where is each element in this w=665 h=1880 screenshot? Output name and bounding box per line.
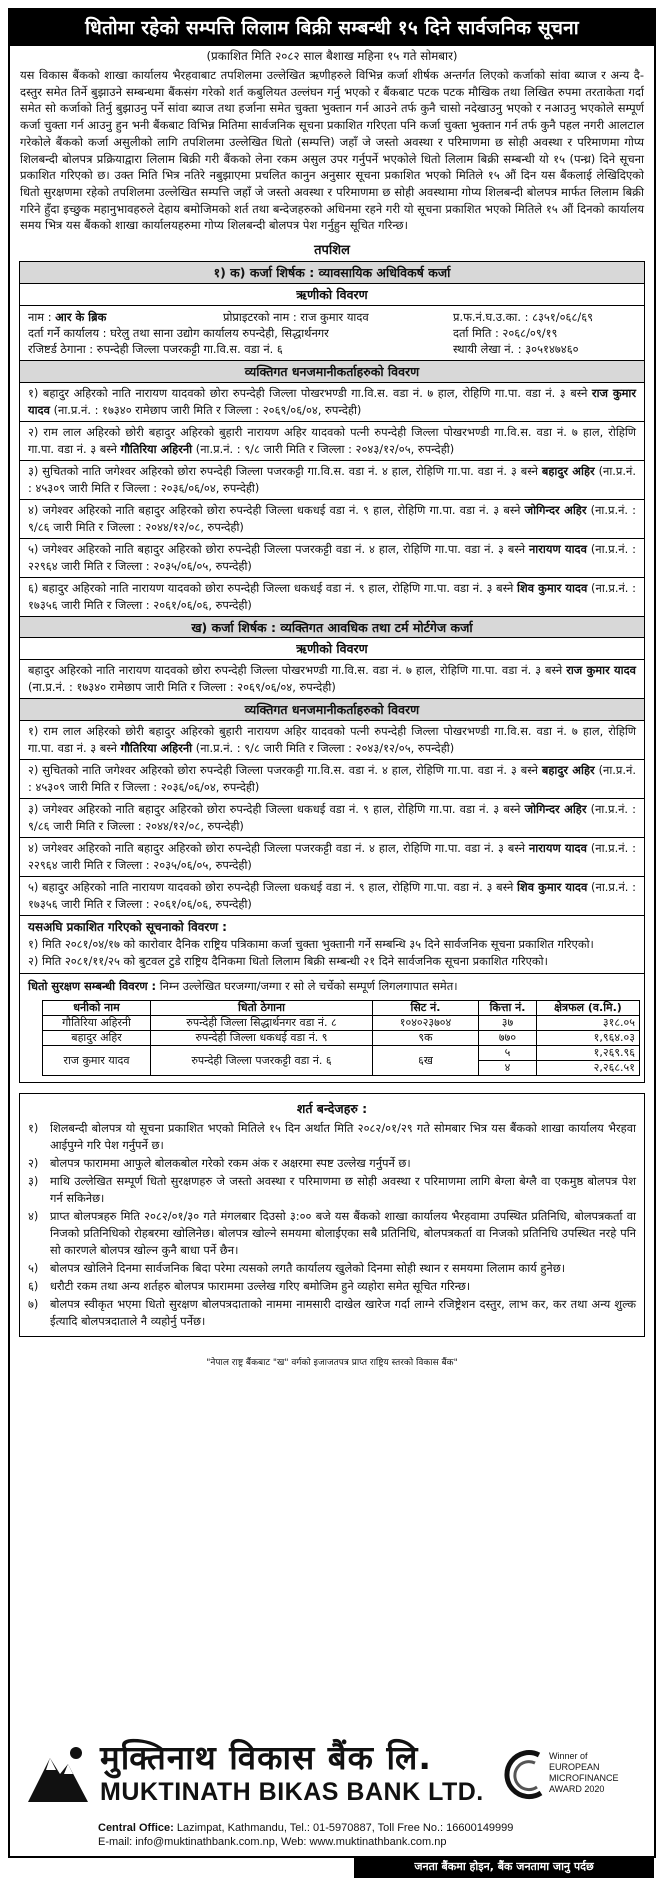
term-text: बोलपत्र खोलिने दिनमा सार्वजनिक बिदा परेमा त्यसको लगतै कार्यालय खुलेको दिनमा सोही स्थान र समयमा लिलाम कार्य हुनेछ। xyxy=(50,1261,566,1276)
entry-name: गौतिरिया अहिरनी xyxy=(120,741,193,756)
guarantor-entry xyxy=(20,838,644,877)
bank-email-web: E-mail: info@muktinathbank.com.np, Web: www.muktinathbank.com.np xyxy=(98,1836,447,1848)
entry-name: शिव कुमार यादव xyxy=(517,880,588,895)
address-cell: रुपन्देही जिल्ला सिद्धार्थनगर वडा नं. ८ xyxy=(151,1016,373,1031)
entry-id-details: (ना.प्र.नं. : १७३४० रामेछाप जारी मिति र जिल्ला : २०६९/०६/०४, रुपन्देही) xyxy=(28,680,336,695)
col-area: क्षेत्रफल (व.मि.) xyxy=(537,1001,640,1016)
terms-heading: शर्त बन्देजहरु : xyxy=(296,1101,368,1117)
details-heading: तपशिल xyxy=(314,243,350,259)
collateral-header-row xyxy=(43,1001,640,1016)
sheet-cell: ९क xyxy=(373,1031,479,1046)
bank-logo-icon xyxy=(26,1744,90,1804)
pan-value: ८३५१/०६८/६९ xyxy=(532,310,594,325)
owner-cell: बहादुर अहिर xyxy=(43,1031,151,1046)
published-date: (प्रकाशित मिति २०८२ साल बैशाख महिना १५ गते सोमबार) xyxy=(206,49,458,63)
term-number: २) xyxy=(28,1156,39,1171)
term-number: ४) xyxy=(28,1209,39,1224)
entry-text: २) सुचितको नाति जगेश्वर अहिरको छोरा रुपन्देही जिल्ला पजरकट्टी गा.वि.स. वडा नं. ४ हाल, रोहिणि गा.पा. वडा नं. ३ बस्ने xyxy=(28,763,538,778)
term-item xyxy=(28,1260,636,1277)
bank-branding xyxy=(20,1738,640,1820)
term-number: १) xyxy=(28,1121,39,1136)
award-line: AWARD 2020 xyxy=(549,1784,605,1794)
entry-id-details: (ना.प्र.नं. : १७३४० रामेछाप जारी मिति र जिल्ला : २०६९/०६/०४, रुपन्देही) xyxy=(53,403,362,418)
entry-text: १) बहादुर अहिरको नाति नारायण यादवको छोरा रुपन्देही जिल्ला पोखरभण्डी गा.वि.स. वडा नं. ७ हाल, रोहिणि गा.पा. वडा नं. ३ बस्ने xyxy=(28,386,588,401)
col-kitta: कित्ता नं. xyxy=(479,1001,537,1016)
section-b-borrower-heading: ऋणीको विवरण xyxy=(20,638,644,660)
kitta-cell: ३७ xyxy=(479,1016,537,1031)
collateral-note: निम्न उल्लेखित घरजग्गा/जग्गा र सो ले चर्चेको सम्पूर्ण लिगलगापात समेत। xyxy=(159,979,458,994)
bank-slogan: जनता बैंकमा होइन, बैंक जनतामा जानु पर्दछ xyxy=(354,1856,654,1878)
collateral-heading: धितो सुरक्षण सम्बन्धी विवरण : xyxy=(28,979,157,994)
section-b-heading: ख) कर्जा शिर्षक : व्यक्तिगत आवधिक तथा टर्म मोर्टगेज कर्जा xyxy=(20,616,644,638)
entry-id-details: (ना.प्र.नं. : ९/८ जारी मिति र जिल्ला : २०४३/१२/०५, रुपन्देही) xyxy=(195,741,455,756)
term-number: ३) xyxy=(28,1174,39,1189)
section-a-borrower-heading: ऋणीको विवरण xyxy=(20,284,644,306)
reg-address-cell xyxy=(28,341,453,357)
guarantor-entry xyxy=(20,539,644,578)
sheet-cell: ६ख xyxy=(373,1046,479,1076)
term-item xyxy=(28,1296,636,1330)
terms-list xyxy=(28,1120,636,1330)
borrower-name-cell xyxy=(28,309,223,325)
reg-date-cell xyxy=(453,325,557,341)
term-text: बोलपत्र फाराममा आफुले बोलकबोल गरेको रकम अंक र अक्षरमा स्पष्ट उल्लेख गर्नुपर्ने छ। xyxy=(50,1156,411,1171)
section-a-guarantor-heading: व्यक्तिगत धनजमानीकर्ताहरुको विवरण xyxy=(20,361,644,383)
section-b-guarantor-list xyxy=(20,721,644,915)
term-item xyxy=(28,1278,636,1295)
entry-text: ४) जगेश्वर अहिरको नाति बहादुर अहिरको छोरा रुपन्देही जिल्ला धकधई वडा नं. ९ हाल, रोहिणि गा.पा. वडा नं. ३ बस्ने xyxy=(28,503,521,518)
term-text: बोलपत्र स्वीकृत भएमा धितो सुरक्षण बोलपत्रदाताको नाममा नामसारी दाखेल खारेज गर्दा लाग्ने रजिष्ट्रेशन दस्तुर, लाभ कर, कर तथा अन्य शुल्क ईत्यादि बोलपत्रदाताले नै व्यहोर्नु पर्नेछ। xyxy=(50,1297,636,1329)
entry-id-details: (ना.प्र.नं. : ४५३०९ जारी मिति र जिल्ला : २०३६/०६/०४, रुपन्देही) xyxy=(28,763,636,795)
area-cell: ३१८.०५ xyxy=(537,1016,640,1031)
entry-text: ५) बहादुर अहिरको नाति नारायण यादवको छोरा रुपन्देही जिल्ला धकधई वडा नं. ९ हाल, रोहिणि गा.पा. वडा नं. ३ बस्ने xyxy=(28,880,514,895)
award-laurel-icon xyxy=(497,1749,547,1801)
terms-box xyxy=(19,1093,645,1337)
term-item xyxy=(28,1173,636,1207)
entry-id-details: (ना.प्र.नं. : १७३५६ जारी मिति र जिल्ला : २०६१/०६/०६, रुपन्देही) xyxy=(28,880,636,912)
award-line: EUROPEAN xyxy=(549,1762,600,1772)
entry-id-details: (ना.प्र.नं. : २२९६४ जारी मिति र जिल्ला : २०३५/०६/०५, रुपन्देही) xyxy=(28,542,636,574)
entry-text: ६) बहादुर अहिरको नाति नारायण यादवको छोरा रुपन्देही जिल्ला धकधई वडा नं. ९ हाल, रोहिणि गा.पा. वडा नं. ३ बस्ने xyxy=(28,581,514,596)
term-item xyxy=(28,1155,636,1172)
guarantor-entry xyxy=(20,799,644,838)
account-cell xyxy=(453,341,579,357)
central-office-label: Central Office: xyxy=(98,1822,174,1834)
entry-id-details: (ना.प्र.नं. : ९/८ जारी मिति र जिल्ला : २०४३/१२/०५, रुपन्देही) xyxy=(195,442,455,457)
col-owner: धनीको नाम xyxy=(43,1001,151,1016)
loan-details-table xyxy=(19,261,645,1083)
sheet-cell: १०४०२३७०४ xyxy=(373,1016,479,1031)
guarantor-entry xyxy=(20,422,644,461)
prior-notice-item: २) मिति २०८१/११/२५ को बुटवल टुडे राष्ट्रिय दैनिकमा धितो लिलाम बिक्री सम्बन्धी २१ दिने सार्वजनिक सूचना प्रकाशित गरिएको। xyxy=(28,954,548,969)
entry-name: नारायण यादव xyxy=(528,841,587,856)
reg-date-label: दर्ता मिति : xyxy=(453,326,499,341)
owner-cell: गौतिरिया अहिरनी xyxy=(43,1016,151,1031)
proprietor-label: प्रोप्राइटरको नाम : xyxy=(223,310,297,325)
term-number: ७) xyxy=(28,1297,39,1312)
section-a-borrower-info xyxy=(20,306,644,361)
entry-name: राज कुमार यादव xyxy=(566,663,636,678)
address-cell: रुपन्देही जिल्ला धकधई वडा नं. ९ xyxy=(151,1031,373,1046)
address-cell: रुपन्देही जिल्ला पजरकट्टी वडा नं. ६ xyxy=(151,1046,373,1076)
reg-address-value: रुपन्देही जिल्ला पजरकट्टी गा.वि.स. वडा नं. ६ xyxy=(96,342,283,357)
reg-office-value: घरेलु तथा साना उद्योग कार्यालय रुपन्देही, सिद्धार्थनगर xyxy=(110,326,329,341)
guarantor-entry xyxy=(20,578,644,616)
guarantor-entry xyxy=(20,383,644,422)
central-office-details: Lazimpat, Kathmandu, Tel.: 01-5970887, Toll Free No.: 16600149999 xyxy=(176,1822,514,1834)
borrower-name: आर के ब्रिक xyxy=(55,310,107,325)
guarantor-entry xyxy=(20,877,644,915)
prior-notice-item: १) मिति २०८१/०४/१७ को कारोवार दैनिक राष्ट्रिय पत्रिकामा कर्जा चुक्ता भुक्तानी गर्ने सम्बन्धि ३५ दिने सार्वजनिक सूचना प्रकाशित गरिएको। xyxy=(28,937,594,952)
collateral-table xyxy=(42,1000,640,1076)
entry-id-details: (ना.प्र.नं. : ४५३०९ जारी मिति र जिल्ला : २०३६/०६/०४, रुपन्देही) xyxy=(28,464,636,496)
bank-contact xyxy=(98,1821,513,1849)
award-text xyxy=(549,1751,619,1795)
entry-text: १) राम लाल अहिरको छोरी बहादुर अहिरको बुहारी नारायण अहिर यादवको पत्नी रुपन्देही जिल्ला पोखरभण्डी गा.वि.स. वडा नं. ७ हाल, रोहिणि गा.पा. वडा नं. ३ बस्ने xyxy=(28,724,636,756)
prior-notices xyxy=(20,915,644,973)
kitta-cell: ४ xyxy=(479,1061,537,1076)
section-b-borrower-entry xyxy=(20,660,644,699)
collateral-section xyxy=(20,973,644,1082)
term-item xyxy=(28,1120,636,1154)
entry-name: शिव कुमार यादव xyxy=(517,581,588,596)
col-address: धितो ठेगाना xyxy=(151,1001,373,1016)
reg-office-label: दर्ता गर्ने कार्यालय : xyxy=(28,326,107,341)
area-cell: १,२६९.९६ xyxy=(537,1046,640,1061)
account-value: ३०५१४७४६० xyxy=(525,342,579,357)
award-badge xyxy=(497,1743,647,1813)
term-number: ५) xyxy=(28,1261,39,1276)
proprietor-cell xyxy=(223,309,453,325)
entry-text: ५) जगेश्वर अहिरको नाति बहादुर अहिरको छोरा रुपन्देही जिल्ला पजरकट्टी वडा नं. ४ हाल, रोहिणि गा.पा. वडा नं. ३ बस्ने xyxy=(28,542,526,557)
term-number: ६) xyxy=(28,1279,39,1294)
term-text: माथि उल्लेखित सम्पूर्ण धितो सुरक्षणहरु जे जस्तो अवस्था र परिमाणमा छ सोही अवस्था र परिमाणमा लागि बेग्ला बेग्लै वा एकमुष्ठ बोलपत्र पेश गर्न सकिनेछ। xyxy=(50,1174,636,1206)
entry-name: बहादुर अहिर xyxy=(541,464,595,479)
collateral-row xyxy=(43,1031,640,1046)
reg-address-label: रजिष्टर्ड ठेगाना : xyxy=(28,342,94,357)
entry-text: बहादुर अहिरको नाति नारायण यादवको छोरा रुपन्देही जिल्ला पोखरभण्डी गा.वि.स. वडा नं. ७ हाल, रोहिणि गा.पा. वडा नं. ३ बस्ने xyxy=(28,663,563,678)
entry-name: बहादुर अहिर xyxy=(541,763,595,778)
reg-office-cell xyxy=(28,325,453,341)
entry-text: २) राम लाल अहिरको छोरी बहादुर अहिरको बुहारी नारायण अहिर यादवको पत्नी रुपन्देही जिल्ला पोखरभण्डी गा.वि.स. वडा नं. ७ हाल, रोहिणि गा.पा. वडा नं. ३ बस्ने xyxy=(28,425,636,457)
collateral-row xyxy=(43,1046,640,1061)
pan-label: प्र.फ.नं.घ.उ.का. : xyxy=(453,310,529,325)
bank-name-nepali: मुक्तिनाथ विकास बैंक लि. xyxy=(100,1738,432,1777)
account-label: स्थायी लेखा नं. : xyxy=(453,342,522,357)
intro-paragraph: यस विकास बैंकको शाखा कार्यालय भैरहवाबाट तपशिलमा उल्लेखित ऋणीहरुले विभिन्न कर्जा शीर्षक अन्तर्गत लिएको कर्जाको सांवा ब्याज र अन्य दै-दस्तुर समेत तिर्ने बुझाउने सम्बन्धमा बैंकसंग गरेको शर्त कबुलियत उल्लंघन गर्नु भएको र बैंकबाट पटक पटक मौखिक तथा लिखित रुपमा तरताकेता गर्दा समेत सो कर्जाको तिर्नु बुझाउनु पर्ने सांवा ब्याज तथा हर्जाना समेत चुक्ता भुक्तान गर्न आउने तर्फ कुनै चासो नदेखाउनु भएको र नआउनु भएकोले सम्पूर्ण कर्जा चुक्ता गर्न आउनु हुन भनी बैंकबाट विभिन्न मितिमा सार्वजनिक सूचना प्रकाशित गरिएता पनि कर्जा चुक्ता भुक्तान गर्न तर्फ कुनै पहल नगरी आलटाल गरेकोले बैंकको कर्जा असुलीको लागि तपशिलमा उल्लेखित धितो (सम्पत्ति) जहाँ जे जस्तो अवस्था र परिमाणमा छ सोही अवस्था र परिमाणमा गोप्य शिलबन्दी बोलपत्र प्रक्रियाद्वारा लिलाम बिक्री गरी बैंकको लेना रकम असुल उपर गर्नुपर्ने भएकोले धितो लिलाम बिक्री सम्बन्धी यो १५ (पन्ध्र) दिने सूचना प्रकाशित गरिएको छ। उक्त मिति भित्र नतिरे नबुझाएमा प्रचलित कानुन अनुसार सूचना प्रकाशित भएको मितिले १५ औं दिन यस बैंकलाई लेखिदिएको धितो सुरक्षणमा रहेको तपशिलमा उल्लेखित सम्पत्ति जहाँ जे जस्तो अवस्था र परिमाणमा छ सोही अवस्थामा गोप्य शिलबन्दी बोलपत्र मार्फत लिलाम बिक्री गरिने हुँदा इच्छुक महानुभावहरुले देहाय बमोजिमको शर्त तथा बन्देजहरुको अधिनमा रहने गरी यो सूचना प्रकाशित भएको मितिले १५ औं दिनको कार्यालय समय भित्र यस बैंकको शाखा कार्यालयहरुमा गोप्य शिलबन्दी बोलपत्र पेश गर्नुहुन सूचित गरिन्छ। xyxy=(20,68,644,233)
collateral-row xyxy=(43,1016,640,1031)
section-a-heading: १) क) कर्जा शिर्षक : व्यावसायिक अधिविकर्ष कर्जा xyxy=(20,262,644,284)
borrower-name-label: नाम : xyxy=(28,310,52,325)
prior-notices-heading: यसअघि प्रकाशित गरिएको सूचनाको विवरण : xyxy=(28,920,227,935)
award-line: MICROFINANCE xyxy=(549,1773,619,1783)
guarantor-entry xyxy=(20,760,644,799)
guarantor-entry xyxy=(20,500,644,539)
entry-name: राज कुमार यादव xyxy=(28,386,637,418)
section-a-guarantor-list xyxy=(20,383,644,616)
entry-id-details: (ना.प्र.नं. : ९/८६ जारी मिति र जिल्ला : २०४४/१२/०८, रुपन्देही) xyxy=(28,802,636,834)
entry-id-details: (ना.प्र.नं. : ९/८६ जारी मिति र जिल्ला : २०४४/१२/०८, रुपन्देही) xyxy=(28,503,636,535)
term-text: प्राप्त बोलपत्रहरु मिति २०८२/०१/३० गते मंगलबार दिउसो ३:०० बजे यस बैंकको शाखा कार्यालय भैरहवामा उपस्थित प्रतिनिधि, बोलपत्रकर्ता वा निजको प्रतिनिधिको रोहबरमा खोलिनेछ। बोलपत्र खोल्ने समयमा बोलाईएका सबै प्रतिनिधि, बोलपत्रकर्ता वा निजको प्रतिनिधि उपस्थित नरहे पनि सो कारणले बोलपत्र खोल्न कुनै बाधा पर्ने छैन। xyxy=(50,1209,636,1258)
entry-name: गौतिरिया अहिरनी xyxy=(120,442,193,457)
reg-date-value: २०६८/०९/१९ xyxy=(502,326,558,341)
term-text: धरौटी रकम तथा अन्य शर्तहरु बोलपत्र फाराममा उल्लेख गरिए बमोजिम हुने व्यहोरा समेत सूचित गरिन्छ। xyxy=(50,1279,471,1294)
area-cell: १,९६४.०३ xyxy=(537,1031,640,1046)
col-sheet: सिट नं. xyxy=(373,1001,479,1016)
term-item xyxy=(28,1208,636,1259)
area-cell: २,२६८.५१ xyxy=(537,1061,640,1076)
guarantor-entry xyxy=(20,721,644,760)
entry-id-details: (ना.प्र.नं. : १७३५६ जारी मिति र जिल्ला : २०६१/०६/०६, रुपन्देही) xyxy=(28,581,636,613)
proprietor-name: राज कुमार यादव xyxy=(300,310,369,325)
entry-name: जोगिन्दर अहिर xyxy=(524,503,587,518)
notice-title: धितोमा रहेको सम्पत्ति लिलाम बिक्री सम्बन्धी १५ दिने सार्वजनिक सूचना xyxy=(10,10,654,46)
entry-name: जोगिन्दर अहिर xyxy=(524,802,587,817)
entry-id-details: (ना.प्र.नं. : २२९६४ जारी मिति र जिल्ला : २०३५/०६/०५, रुपन्देही) xyxy=(28,841,636,873)
term-text: शिलबन्दी बोलपत्र यो सूचना प्रकाशित भएको मितिले १५ दिन अर्थात मिति २०८२/०१/२९ गते सोमबार भित्र यस बैंकको शाखा कार्यालय भैरहवा आईपुग्ने गरि पेश गर्नुपर्ने छ। xyxy=(50,1121,636,1153)
kitta-cell: ७७० xyxy=(479,1031,537,1046)
entry-text: ४) जगेश्वर अहिरको नाति बहादुर अहिरको छोरा रुपन्देही जिल्ला पजरकट्टी वडा नं. ४ हाल, रोहिणि गा.पा. वडा नं. ३ बस्ने xyxy=(28,841,526,856)
footnote: "नेपाल राष्ट्र बैंकबाट "ख" वर्गको इजाजतपत्र प्राप्त राष्ट्रिय स्तरको विकास बैंक" xyxy=(206,1358,458,1369)
entry-name: नारायण यादव xyxy=(528,542,587,557)
entry-text: ३) सुचितको नाति जगेश्वर अहिरको छोरा रुपन्देही जिल्ला पजरकट्टी गा.वि.स. वडा नं. ४ हाल, रोहिणि गा.पा. वडा नं. ३ बस्ने xyxy=(28,464,538,479)
pan-cell xyxy=(453,309,593,325)
kitta-cell: ५ xyxy=(479,1046,537,1061)
bank-name-english: MUKTINATH BIKAS BANK LTD. xyxy=(100,1778,484,1806)
notice-frame xyxy=(8,8,656,1858)
award-line: Winner of xyxy=(549,1751,588,1761)
section-b-guarantor-heading: व्यक्तिगत धनजमानीकर्ताहरुको विवरण xyxy=(20,699,644,721)
guarantor-entry xyxy=(20,461,644,500)
entry-text: ३) जगेश्वर अहिरको नाति बहादुर अहिरको छोरा रुपन्देही जिल्ला धकधई वडा नं. ९ हाल, रोहिणि गा.पा. वडा नं. ३ बस्ने xyxy=(28,802,521,817)
owner-cell: राज कुमार यादव xyxy=(43,1046,151,1076)
